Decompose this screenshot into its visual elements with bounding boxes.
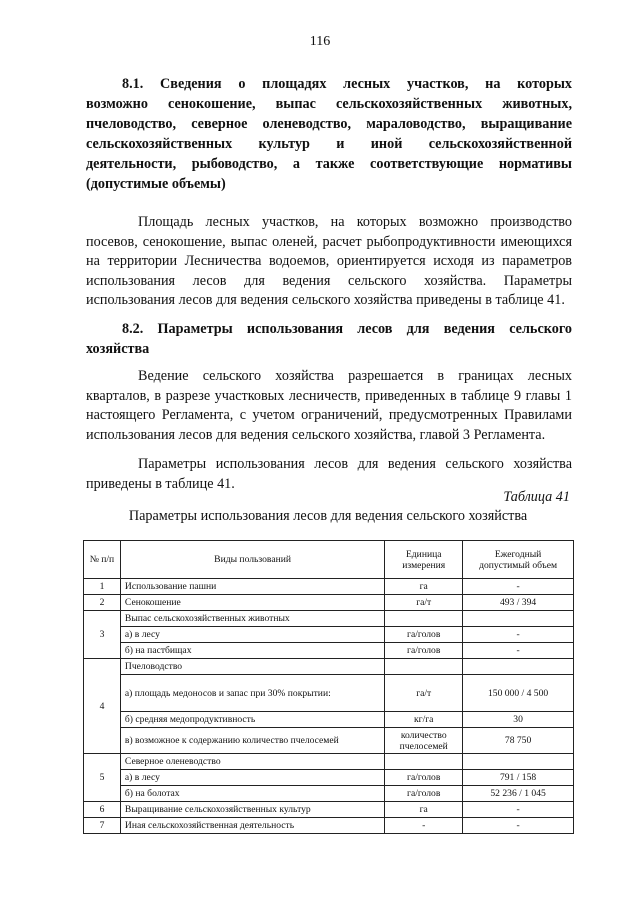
cell-unit-line-1: количество — [400, 729, 447, 741]
cell-type: в) возможное к содержанию количество пчелосемей — [120, 728, 384, 754]
cell-volume: 52 236 / 1 045 — [463, 786, 574, 802]
cell-unit: га — [385, 579, 463, 595]
cell-num: 5 — [84, 754, 121, 802]
cell-num: 1 — [84, 579, 121, 595]
table-row — [84, 712, 574, 728]
cell-unit-line-2: пчелосемей — [399, 740, 448, 752]
cell-volume: - — [463, 643, 574, 659]
cell-volume-empty — [463, 611, 574, 627]
cell-type: а) в лесу — [120, 627, 384, 643]
cell-unit: га/т — [385, 675, 463, 712]
cell-type: Иная сельскохозяйственная деятельность — [120, 818, 384, 834]
cell-num: 4 — [84, 659, 121, 754]
table-row — [84, 659, 574, 675]
section-8-1-heading-line-2: возможно сенокошение, выпас сельскохозяйственных животных, — [86, 96, 572, 112]
cell-unit: кг/га — [385, 712, 463, 728]
section-8-1-heading-line-5: деятельности, рыбоводство, а также соответствующие нормативы — [86, 156, 572, 172]
table-row — [84, 818, 574, 834]
cell-group-title: Выпас сельскохозяйственных животных — [120, 611, 384, 627]
cell-unit: - — [385, 818, 463, 834]
cell-volume: - — [463, 627, 574, 643]
table-header-row — [84, 541, 574, 579]
section-8-2-paragraph-1: Ведение сельского хозяйства разрешается в границах лесных кварталов, в разрезе участковых лесничеств, приведенных в таблице 9 главы 1 настоящего Регламента, с учетом ограничений, предусмотренных Правилами использования лесов для ведения сельского хозяйства, главой 3 Регламента. — [86, 368, 572, 443]
header-volume-line-2: допустимый объем — [479, 559, 558, 571]
cell-volume-empty — [463, 754, 574, 770]
header-volume-line-1: Ежегодный — [494, 548, 542, 560]
cell-num: 7 — [84, 818, 121, 834]
cell-unit-empty — [385, 611, 463, 627]
cell-type: Использование пашни — [120, 579, 384, 595]
cell-num: 3 — [84, 611, 121, 659]
table-row — [84, 770, 574, 786]
section-8-2-paragraph-2: Параметры использования лесов для ведения сельского хозяйства приведены в таблице 41. — [86, 456, 572, 492]
cell-unit: га — [385, 802, 463, 818]
table-title: Параметры использования лесов для ведения сельского хозяйства — [128, 508, 528, 524]
cell-type: б) на пастбищах — [120, 643, 384, 659]
section-8-1-heading-line-6: (допустимые объемы) — [86, 176, 226, 192]
header-volume — [463, 541, 574, 579]
cell-num: 2 — [84, 595, 121, 611]
cell-type: б) средняя медопродуктивность — [120, 712, 384, 728]
parameters-table — [83, 540, 574, 834]
cell-group-title: Северное оленеводство — [120, 754, 384, 770]
table-row — [84, 754, 574, 770]
cell-num: 6 — [84, 802, 121, 818]
cell-unit: га/голов — [385, 627, 463, 643]
cell-volume: - — [463, 818, 574, 834]
section-8-1-number: 8.1. — [122, 76, 144, 92]
section-8-2-heading-line-1: Параметры использования лесов для ведения сельского — [157, 321, 573, 337]
header-type: Виды пользований — [120, 541, 384, 579]
cell-volume: - — [463, 579, 574, 595]
cell-unit: га/голов — [385, 770, 463, 786]
cell-unit-empty — [385, 659, 463, 675]
cell-volume: - — [463, 802, 574, 818]
cell-unit-empty — [385, 754, 463, 770]
section-8-1-heading-line-1: Сведения о площадях лесных участков, на которых — [160, 76, 573, 92]
cell-unit: га/голов — [385, 786, 463, 802]
header-unit — [385, 541, 463, 579]
cell-unit: га/голов — [385, 643, 463, 659]
table-row — [84, 675, 574, 712]
table-row — [84, 643, 574, 659]
header-unit-line-2: измерения — [402, 559, 446, 571]
cell-unit — [385, 728, 463, 754]
page-number: 116 — [309, 34, 331, 49]
cell-type: а) площадь медоносов и запас при 30% покрытии: — [120, 675, 384, 712]
cell-volume: 78 750 — [463, 728, 574, 754]
section-8-2-heading — [86, 319, 572, 359]
cell-volume-empty — [463, 659, 574, 675]
cell-volume: 30 — [463, 712, 574, 728]
section-8-1-heading — [86, 74, 572, 194]
table-row — [84, 627, 574, 643]
table-row — [84, 595, 574, 611]
table-row — [84, 579, 574, 595]
table-row — [84, 728, 574, 754]
cell-type: б) на болотах — [120, 786, 384, 802]
cell-volume: 150 000 / 4 500 — [463, 675, 574, 712]
cell-group-title: Пчеловодство — [120, 659, 384, 675]
section-8-1-heading-line-4: сельскохозяйственных культур и иной сельскохозяйственной — [86, 136, 572, 152]
header-unit-line-1: Единица — [405, 548, 442, 560]
section-8-2-heading-line-2: хозяйства — [86, 341, 150, 357]
cell-type: Выращивание сельскохозяйственных культур — [120, 802, 384, 818]
table-row — [84, 786, 574, 802]
section-8-1-paragraph: Площадь лесных участков, на которых возможно производство посевов, сенокошение, выпас оленей, расчет рыбопродуктивности имеющихся на территории Лесничества водоемов, ориентируется исходя из параметров использования лесов для ведения сельского хозяйства. Параметры использования лесов для ведения сельского хозяйства приведены в таблице 41. — [86, 214, 572, 309]
section-8-1-heading-line-3: пчеловодство, северное оленеводство, мараловодство, выращивание — [86, 116, 572, 132]
table-row — [84, 802, 574, 818]
header-num: № п/п — [84, 541, 121, 579]
section-8-2-number: 8.2. — [122, 321, 144, 337]
cell-volume: 791 / 158 — [463, 770, 574, 786]
table-row — [84, 611, 574, 627]
table-caption: Таблица 41 — [503, 489, 570, 505]
cell-volume: 493 / 394 — [463, 595, 574, 611]
cell-type: а) в лесу — [120, 770, 384, 786]
cell-unit: га/т — [385, 595, 463, 611]
cell-type: Сенокошение — [120, 595, 384, 611]
